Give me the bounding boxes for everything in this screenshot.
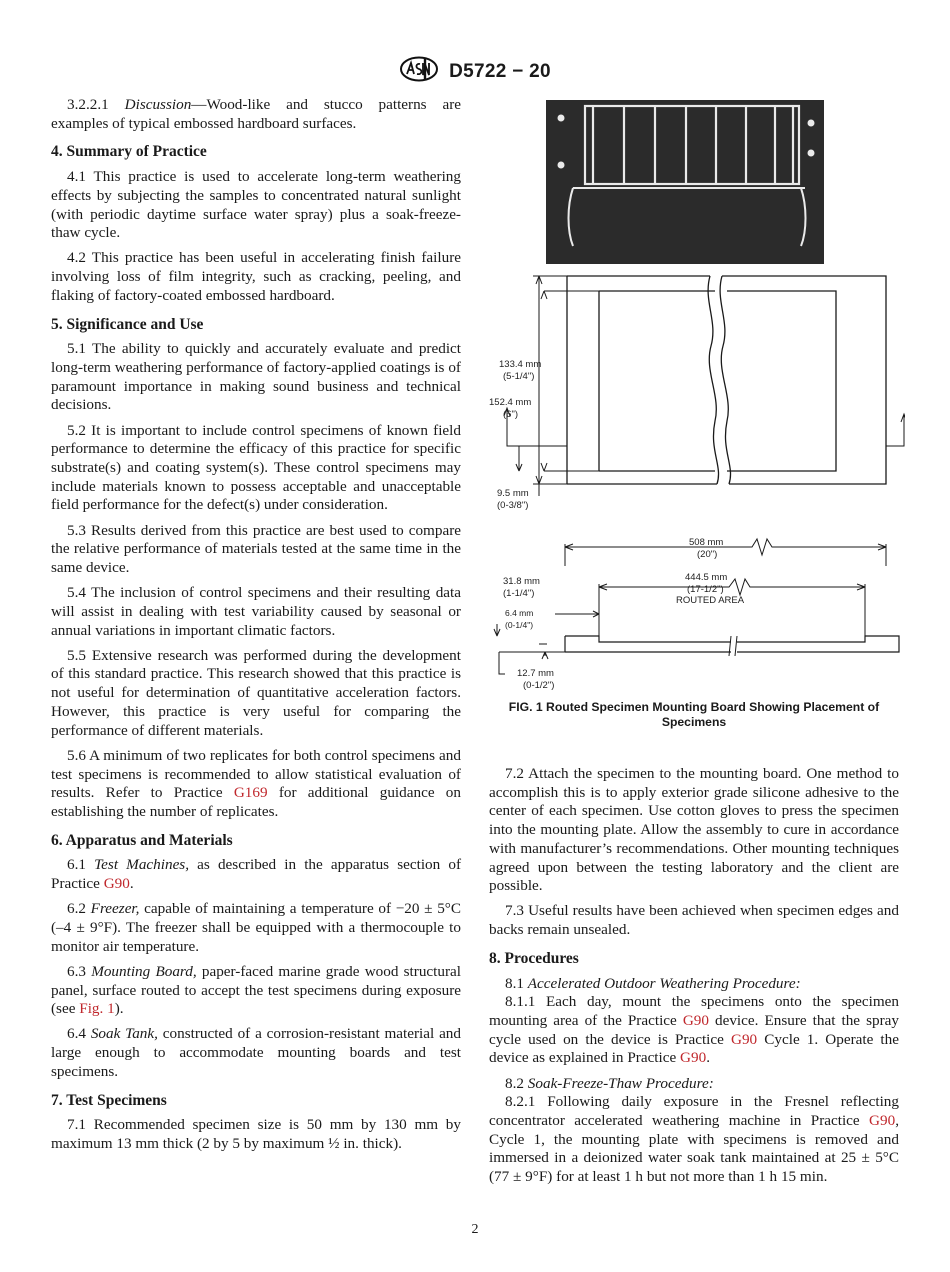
paragraph-7-2: 7.2 Attach the specimen to the mounting board. One method to accomplish this is to apply exterior grade silicone adhesive to the center of each specimen. Use cotton gloves to press the specimen into the mounting plate. Allow the assembly to cure in accordance with manufacturer’s recommendations. Other mounting techniques agreed upon between the testing laboratory and the client are possible. (489, 765, 899, 895)
paragraph-5-4: 5.4 The inclusion of control specimens and their resulting data will assist in dealing with test variability caused by seasonal or annual variations in important climatic factors. (51, 584, 461, 639)
page-number: 2 (471, 1222, 479, 1237)
paragraph-6-2: 6.2 Freezer, capable of maintaining a temperature of −20 ± 5°C (–4 ± 9°F). The freezer shall be equipped with a thermocouple to monitor air temperature. (51, 900, 461, 955)
link-g169[interactable]: G169 (233, 784, 268, 802)
dim-4445-mm: 444.5 mm (685, 572, 728, 583)
dim-127-in: (0-1/2") (523, 680, 555, 691)
paragraph-4-1: 4.1 This practice is used to accelerate long-term weathering effects by subjecting the samples to concentrated natural sunlight (with periodic daytime surface water spray) plus a soak-freeze-thaw cycle. (51, 168, 461, 242)
plan-view-drawing (504, 276, 905, 496)
link-g90[interactable]: G90 (869, 1111, 896, 1129)
link-g90[interactable]: G90 (731, 1030, 758, 1048)
dim-508-in: (20") (697, 549, 718, 560)
link-fig-1[interactable]: Fig. 1 (79, 1000, 115, 1018)
dim-133-in: (5-1/4") (503, 371, 535, 382)
paragraph-3-2-2-1: 3.2.2.1 Discussion—Wood-like and stucco patterns are examples of typical embossed hardboard surfaces. (51, 96, 461, 132)
section-heading-4: 4. Summary of Practice (51, 143, 207, 161)
section-heading-7: 7. Test Specimens (51, 1091, 167, 1109)
dim-4445-in: (17-1/2") (687, 584, 724, 595)
document-designation: D5722 − 20 (449, 60, 551, 82)
dim-508-mm: 508 mm (689, 537, 724, 548)
link-g90[interactable]: G90 (103, 875, 130, 893)
link-g90[interactable]: G90 (682, 1011, 709, 1029)
paragraph-8-1: 8.1 Accelerated Outdoor Weathering Procedure: (505, 974, 801, 992)
paragraph-7-3: 7.3 Useful results have been achieved when specimen edges and backs remain unsealed. (489, 902, 899, 939)
paragraph-8-2-1: 8.2.1 Following daily exposure in the Fresnel reflecting concentrator accelerated weathering machine in Practice G90, Cycle 1, the mounting plate with specimens is removed and immersed in a deionized water soak tank maintained at 25 ± 5°C (77 ± 9°F) for at least 1 h but not more than 1 h 15 min. (489, 1093, 899, 1186)
dim-318-mm: 31.8 mm (503, 576, 540, 587)
dim-95-in: (0-3/8") (497, 500, 529, 511)
dim-318-in: (1-1/4") (503, 588, 535, 599)
dim-64-in: (0-1/4") (505, 620, 534, 630)
paragraph-6-4: 6.4 Soak Tank, constructed of a corrosion-resistant material and large enough to accommodate mounting boards and test specimens. (51, 1025, 461, 1080)
section-heading-5: 5. Significance and Use (51, 315, 204, 333)
paragraph-4-2: 4.2 This practice has been useful in accelerating finish failure involving loss of film integrity, such as cracking, peeling, and flaking of factory-coated embossed hardboard. (51, 249, 461, 304)
figure-caption: FIG. 1 Routed Specimen Mounting Board Showing Placement of Specimens (508, 700, 880, 729)
routed-area-label: ROUTED AREA (676, 595, 745, 606)
dim-133-mm: 133.4 mm (499, 359, 542, 370)
paragraph-8-2: 8.2 Soak-Freeze-Thaw Procedure: (505, 1074, 714, 1092)
paragraph-6-3: 6.3 Mounting Board, paper-faced marine grade wood structural panel, surface routed to accept the test specimens during exposure (see Fig. 1). (51, 962, 461, 1018)
left-column (51, 96, 461, 1160)
astm-logo-icon (399, 56, 439, 87)
dim-127-mm: 12.7 mm (517, 668, 554, 679)
page-header (0, 56, 950, 87)
dim-64-mm: 6.4 mm (505, 608, 534, 618)
figure-1-drawing (489, 96, 905, 696)
right-column (489, 765, 899, 1193)
figure-1 (489, 96, 905, 736)
paragraph-7-1: 7.1 Recommended specimen size is 50 mm by 130 mm by maximum 13 mm thick (2 by 5 by maximum ½ in. thick). (51, 1116, 461, 1152)
paragraph-5-3: 5.3 Results derived from this practice are best used to compare the relative performance of materials tested at the same time in the same device. (51, 521, 461, 576)
dim-152-mm: 152.4 mm (489, 397, 532, 408)
dim-95-mm: 9.5 mm (497, 488, 529, 499)
paragraph-5-1: 5.1 The ability to quickly and accurately evaluate and predict long-term weathering performance of factory-applied coatings is of paramount importance in making sound business and technical decisions. (51, 340, 461, 414)
paragraph-8-1-1: 8.1.1 Each day, mount the specimens onto the specimen mounting area of the Practice G90 device. Ensure that the spray cycle used on the device is Practice G90 Cycle 1. Operate the device as explained in Practice G90. (489, 993, 899, 1067)
paragraph-6-1: 6.1 Test Machines, as described in the apparatus section of Practice G90. (51, 856, 462, 893)
mounting-board-photo (546, 100, 824, 264)
section-heading-6: 6. Apparatus and Materials (51, 831, 233, 849)
paragraph-5-6: 5.6 A minimum of two replicates for both control specimens and test specimens is recommended to allow statistical evaluation of results. Refer to Practice G169 for additional guidance on establishing the number of replicates. (51, 746, 461, 820)
section-heading-8: 8. Procedures (489, 949, 579, 967)
link-g90[interactable]: G90 (680, 1049, 707, 1067)
paragraph-5-2: 5.2 It is important to include control specimens of known field performance to determine the efficacy of this practice for specific substrate(s) and coating system(s). These control specimens may include materials known to possess acceptable and unacceptable field performance for the defect(s) under consideration. (51, 421, 461, 514)
dim-152-in: (6") (503, 409, 518, 420)
paragraph-5-5: 5.5 Extensive research was performed during the development of this standard practice. This research showed that this practice is not useful for determination of quantitative acceleration factors. However, this practice is very useful for comparing the performance of different materials. (51, 646, 461, 739)
